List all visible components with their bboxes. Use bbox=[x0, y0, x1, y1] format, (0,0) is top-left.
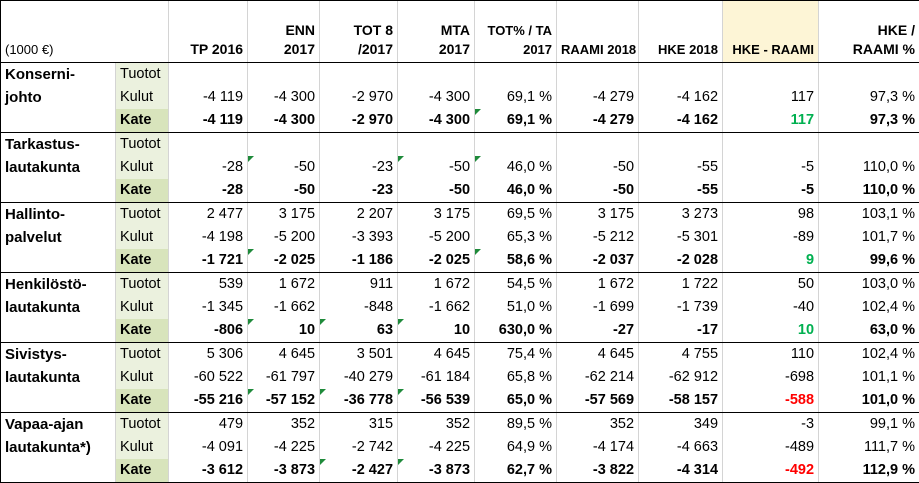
row-type-cell: Kate bbox=[116, 319, 169, 343]
row-type-cell: Kulut bbox=[116, 86, 169, 109]
row-type-cell: Tuotot bbox=[116, 273, 169, 297]
row-type-cell: Kate bbox=[116, 389, 169, 413]
value-cell: 117 bbox=[723, 86, 819, 109]
value-cell: 99,1 % bbox=[819, 413, 919, 437]
value-cell: -27 bbox=[557, 319, 639, 343]
value-cell: -4 091 bbox=[169, 436, 248, 459]
row-type-cell: Kate bbox=[116, 249, 169, 273]
header-cell: TOT% / TA 2017 bbox=[475, 1, 557, 63]
value-cell: -4 300 bbox=[248, 109, 320, 133]
value-cell: -50 bbox=[248, 179, 320, 203]
value-cell: 479 bbox=[169, 413, 248, 437]
value-cell: -4 174 bbox=[557, 436, 639, 459]
value-cell: 98 bbox=[723, 203, 819, 227]
value-cell: 69,1 % bbox=[475, 86, 557, 109]
value-cell: 102,4 % bbox=[819, 296, 919, 319]
table-row bbox=[1, 86, 919, 109]
entity-name-cell: lautakunta*) bbox=[1, 436, 116, 459]
value-cell: 1 672 bbox=[398, 273, 475, 297]
value-cell: -55 bbox=[639, 156, 723, 179]
entity-name-cell bbox=[1, 319, 116, 343]
value-cell: -23 bbox=[320, 156, 398, 179]
unit-label: (1000 €) bbox=[1, 1, 169, 63]
value-cell: 630,0 % bbox=[475, 319, 557, 343]
value-cell bbox=[723, 133, 819, 157]
entity-name-cell: lautakunta bbox=[1, 156, 116, 179]
value-cell: 54,5 % bbox=[475, 273, 557, 297]
value-cell: 4 645 bbox=[248, 343, 320, 367]
value-cell: -5 bbox=[723, 179, 819, 203]
value-cell: -5 301 bbox=[639, 226, 723, 249]
entity-name-cell: palvelut bbox=[1, 226, 116, 249]
value-cell bbox=[398, 133, 475, 157]
value-cell: 101,7 % bbox=[819, 226, 919, 249]
table-row bbox=[1, 459, 919, 483]
entity-name-cell bbox=[1, 249, 116, 273]
value-cell: -698 bbox=[723, 366, 819, 389]
value-cell: 102,4 % bbox=[819, 343, 919, 367]
value-cell: -5 200 bbox=[398, 226, 475, 249]
value-cell: 349 bbox=[639, 413, 723, 437]
value-cell: -4 119 bbox=[169, 109, 248, 133]
value-cell: 4 755 bbox=[639, 343, 723, 367]
entity-name-cell: Henkilöstö- bbox=[1, 273, 116, 297]
header-cell: HKE / RAAMI % bbox=[819, 1, 919, 63]
value-cell: -2 970 bbox=[320, 109, 398, 133]
value-cell: -1 699 bbox=[557, 296, 639, 319]
value-cell: -1 662 bbox=[398, 296, 475, 319]
value-cell: 46,0 % bbox=[475, 156, 557, 179]
value-cell: -89 bbox=[723, 226, 819, 249]
value-cell: -489 bbox=[723, 436, 819, 459]
value-cell bbox=[248, 133, 320, 157]
value-cell bbox=[475, 133, 557, 157]
header-cell: HKE - RAAMI bbox=[723, 1, 819, 63]
row-type-cell: Kulut bbox=[116, 436, 169, 459]
value-cell bbox=[639, 133, 723, 157]
value-cell: -2 037 bbox=[557, 249, 639, 273]
header-cell: MTA 2017 bbox=[398, 1, 475, 63]
value-cell: -23 bbox=[320, 179, 398, 203]
row-type-cell: Tuotot bbox=[116, 63, 169, 87]
value-cell: -4 279 bbox=[557, 86, 639, 109]
value-cell: -28 bbox=[169, 156, 248, 179]
value-cell: -3 873 bbox=[398, 459, 475, 483]
value-cell: 2 207 bbox=[320, 203, 398, 227]
table-row bbox=[1, 366, 919, 389]
header-row bbox=[1, 1, 919, 63]
value-cell: 3 501 bbox=[320, 343, 398, 367]
value-cell bbox=[320, 63, 398, 87]
value-cell: 9 bbox=[723, 249, 819, 273]
value-cell bbox=[723, 63, 819, 87]
value-cell bbox=[320, 133, 398, 157]
value-cell: 97,3 % bbox=[819, 109, 919, 133]
value-cell: -58 157 bbox=[639, 389, 723, 413]
value-cell: 62,7 % bbox=[475, 459, 557, 483]
value-cell: -1 739 bbox=[639, 296, 723, 319]
value-cell: 2 477 bbox=[169, 203, 248, 227]
row-type-cell: Kate bbox=[116, 459, 169, 483]
value-cell: -40 bbox=[723, 296, 819, 319]
value-cell bbox=[557, 63, 639, 87]
value-cell bbox=[169, 133, 248, 157]
table-row bbox=[1, 319, 919, 343]
value-cell: -40 279 bbox=[320, 366, 398, 389]
value-cell: 110 bbox=[723, 343, 819, 367]
value-cell: 315 bbox=[320, 413, 398, 437]
value-cell: 1 722 bbox=[639, 273, 723, 297]
value-cell: -4 225 bbox=[248, 436, 320, 459]
value-cell: -4 300 bbox=[398, 86, 475, 109]
value-cell: 101,1 % bbox=[819, 366, 919, 389]
value-cell: 3 175 bbox=[398, 203, 475, 227]
value-cell: 64,9 % bbox=[475, 436, 557, 459]
value-cell: -3 bbox=[723, 413, 819, 437]
value-cell: -2 427 bbox=[320, 459, 398, 483]
value-cell: -2 742 bbox=[320, 436, 398, 459]
value-cell: -588 bbox=[723, 389, 819, 413]
value-cell: -848 bbox=[320, 296, 398, 319]
table-row bbox=[1, 109, 919, 133]
value-cell: -55 216 bbox=[169, 389, 248, 413]
table-row bbox=[1, 63, 919, 87]
row-type-cell: Tuotot bbox=[116, 203, 169, 227]
value-cell: -1 721 bbox=[169, 249, 248, 273]
value-cell: -50 bbox=[557, 179, 639, 203]
value-cell: -28 bbox=[169, 179, 248, 203]
value-cell: -61 797 bbox=[248, 366, 320, 389]
entity-name-cell: lautakunta bbox=[1, 366, 116, 389]
value-cell: -60 522 bbox=[169, 366, 248, 389]
row-type-cell: Tuotot bbox=[116, 133, 169, 157]
row-type-cell: Kulut bbox=[116, 296, 169, 319]
value-cell: 101,0 % bbox=[819, 389, 919, 413]
table-row bbox=[1, 203, 919, 227]
value-cell: -4 162 bbox=[639, 86, 723, 109]
value-cell: -4 119 bbox=[169, 86, 248, 109]
value-cell: -55 bbox=[639, 179, 723, 203]
value-cell: 103,1 % bbox=[819, 203, 919, 227]
value-cell: -62 912 bbox=[639, 366, 723, 389]
header-cell: HKE 2018 bbox=[639, 1, 723, 63]
value-cell: -3 873 bbox=[248, 459, 320, 483]
entity-name-cell bbox=[1, 389, 116, 413]
value-cell: 69,1 % bbox=[475, 109, 557, 133]
value-cell: 65,3 % bbox=[475, 226, 557, 249]
value-cell: 110,0 % bbox=[819, 156, 919, 179]
value-cell bbox=[819, 133, 919, 157]
value-cell: -4 279 bbox=[557, 109, 639, 133]
value-cell bbox=[639, 63, 723, 87]
entity-name-cell: Hallinto- bbox=[1, 203, 116, 227]
value-cell: -5 bbox=[723, 156, 819, 179]
value-cell: -50 bbox=[398, 156, 475, 179]
value-cell: 539 bbox=[169, 273, 248, 297]
value-cell: 911 bbox=[320, 273, 398, 297]
row-type-cell: Kate bbox=[116, 109, 169, 133]
table-row bbox=[1, 343, 919, 367]
value-cell: 75,4 % bbox=[475, 343, 557, 367]
value-cell: -4 162 bbox=[639, 109, 723, 133]
value-cell bbox=[819, 63, 919, 87]
header-cell: TOT 8 /2017 bbox=[320, 1, 398, 63]
value-cell: 46,0 % bbox=[475, 179, 557, 203]
header-cell: TP 2016 bbox=[169, 1, 248, 63]
value-cell: -3 822 bbox=[557, 459, 639, 483]
value-cell: 4 645 bbox=[398, 343, 475, 367]
value-cell: 111,7 % bbox=[819, 436, 919, 459]
value-cell: -4 300 bbox=[398, 109, 475, 133]
value-cell: 65,0 % bbox=[475, 389, 557, 413]
value-cell: 112,9 % bbox=[819, 459, 919, 483]
value-cell bbox=[557, 133, 639, 157]
value-cell: 117 bbox=[723, 109, 819, 133]
value-cell: 10 bbox=[248, 319, 320, 343]
value-cell: -4 663 bbox=[639, 436, 723, 459]
value-cell: 3 273 bbox=[639, 203, 723, 227]
table-row bbox=[1, 436, 919, 459]
value-cell: -57 152 bbox=[248, 389, 320, 413]
value-cell: -2 028 bbox=[639, 249, 723, 273]
entity-name-cell: Vapaa-ajan bbox=[1, 413, 116, 437]
value-cell: 97,3 % bbox=[819, 86, 919, 109]
value-cell: 1 672 bbox=[248, 273, 320, 297]
row-type-cell: Kulut bbox=[116, 226, 169, 249]
table-row bbox=[1, 296, 919, 319]
value-cell: 10 bbox=[723, 319, 819, 343]
value-cell: 65,8 % bbox=[475, 366, 557, 389]
value-cell: -50 bbox=[248, 156, 320, 179]
value-cell: 50 bbox=[723, 273, 819, 297]
table-row bbox=[1, 156, 919, 179]
value-cell: -50 bbox=[557, 156, 639, 179]
value-cell: 352 bbox=[398, 413, 475, 437]
value-cell: -4 300 bbox=[248, 86, 320, 109]
table-row bbox=[1, 226, 919, 249]
value-cell: 3 175 bbox=[248, 203, 320, 227]
value-cell: -56 539 bbox=[398, 389, 475, 413]
value-cell: 4 645 bbox=[557, 343, 639, 367]
value-cell bbox=[475, 63, 557, 87]
value-cell: -4 225 bbox=[398, 436, 475, 459]
row-type-cell: Tuotot bbox=[116, 413, 169, 437]
value-cell: -57 569 bbox=[557, 389, 639, 413]
entity-name-cell: Konserni- bbox=[1, 63, 116, 87]
table-row bbox=[1, 273, 919, 297]
table-row bbox=[1, 413, 919, 437]
table-body bbox=[1, 63, 919, 483]
value-cell: -36 778 bbox=[320, 389, 398, 413]
value-cell: 99,6 % bbox=[819, 249, 919, 273]
value-cell: -1 186 bbox=[320, 249, 398, 273]
value-cell: 58,6 % bbox=[475, 249, 557, 273]
header-cell: RAAMI 2018 bbox=[557, 1, 639, 63]
row-type-cell: Kate bbox=[116, 179, 169, 203]
value-cell: -2 025 bbox=[248, 249, 320, 273]
value-cell: -2 970 bbox=[320, 86, 398, 109]
value-cell: 69,5 % bbox=[475, 203, 557, 227]
value-cell: -1 345 bbox=[169, 296, 248, 319]
header-cell: ENN 2017 bbox=[248, 1, 320, 63]
entity-name-cell: Sivistys- bbox=[1, 343, 116, 367]
value-cell bbox=[248, 63, 320, 87]
value-cell: 103,0 % bbox=[819, 273, 919, 297]
value-cell: -17 bbox=[639, 319, 723, 343]
value-cell: 10 bbox=[398, 319, 475, 343]
entity-name-cell: Tarkastus- bbox=[1, 133, 116, 157]
table-row bbox=[1, 179, 919, 203]
row-type-cell: Kulut bbox=[116, 366, 169, 389]
value-cell: -2 025 bbox=[398, 249, 475, 273]
value-cell bbox=[169, 63, 248, 87]
value-cell: -4 198 bbox=[169, 226, 248, 249]
entity-name-cell bbox=[1, 459, 116, 483]
value-cell: -3 612 bbox=[169, 459, 248, 483]
value-cell: 5 306 bbox=[169, 343, 248, 367]
value-cell: -5 200 bbox=[248, 226, 320, 249]
value-cell: -5 212 bbox=[557, 226, 639, 249]
value-cell: 1 672 bbox=[557, 273, 639, 297]
table-row bbox=[1, 133, 919, 157]
value-cell: 3 175 bbox=[557, 203, 639, 227]
value-cell: -50 bbox=[398, 179, 475, 203]
value-cell: -492 bbox=[723, 459, 819, 483]
row-type-cell: Tuotot bbox=[116, 343, 169, 367]
table-row bbox=[1, 249, 919, 273]
entity-name-cell: lautakunta bbox=[1, 296, 116, 319]
value-cell: 63,0 % bbox=[819, 319, 919, 343]
value-cell: 89,5 % bbox=[475, 413, 557, 437]
entity-name-cell bbox=[1, 179, 116, 203]
value-cell: 51,0 % bbox=[475, 296, 557, 319]
value-cell: 63 bbox=[320, 319, 398, 343]
value-cell: -61 184 bbox=[398, 366, 475, 389]
table-row bbox=[1, 389, 919, 413]
value-cell: -62 214 bbox=[557, 366, 639, 389]
entity-name-cell: johto bbox=[1, 86, 116, 109]
value-cell bbox=[398, 63, 475, 87]
value-cell: 352 bbox=[557, 413, 639, 437]
value-cell: -3 393 bbox=[320, 226, 398, 249]
value-cell: -806 bbox=[169, 319, 248, 343]
entity-name-cell bbox=[1, 109, 116, 133]
value-cell: 352 bbox=[248, 413, 320, 437]
value-cell: 110,0 % bbox=[819, 179, 919, 203]
row-type-cell: Kulut bbox=[116, 156, 169, 179]
value-cell: -1 662 bbox=[248, 296, 320, 319]
value-cell: -4 314 bbox=[639, 459, 723, 483]
